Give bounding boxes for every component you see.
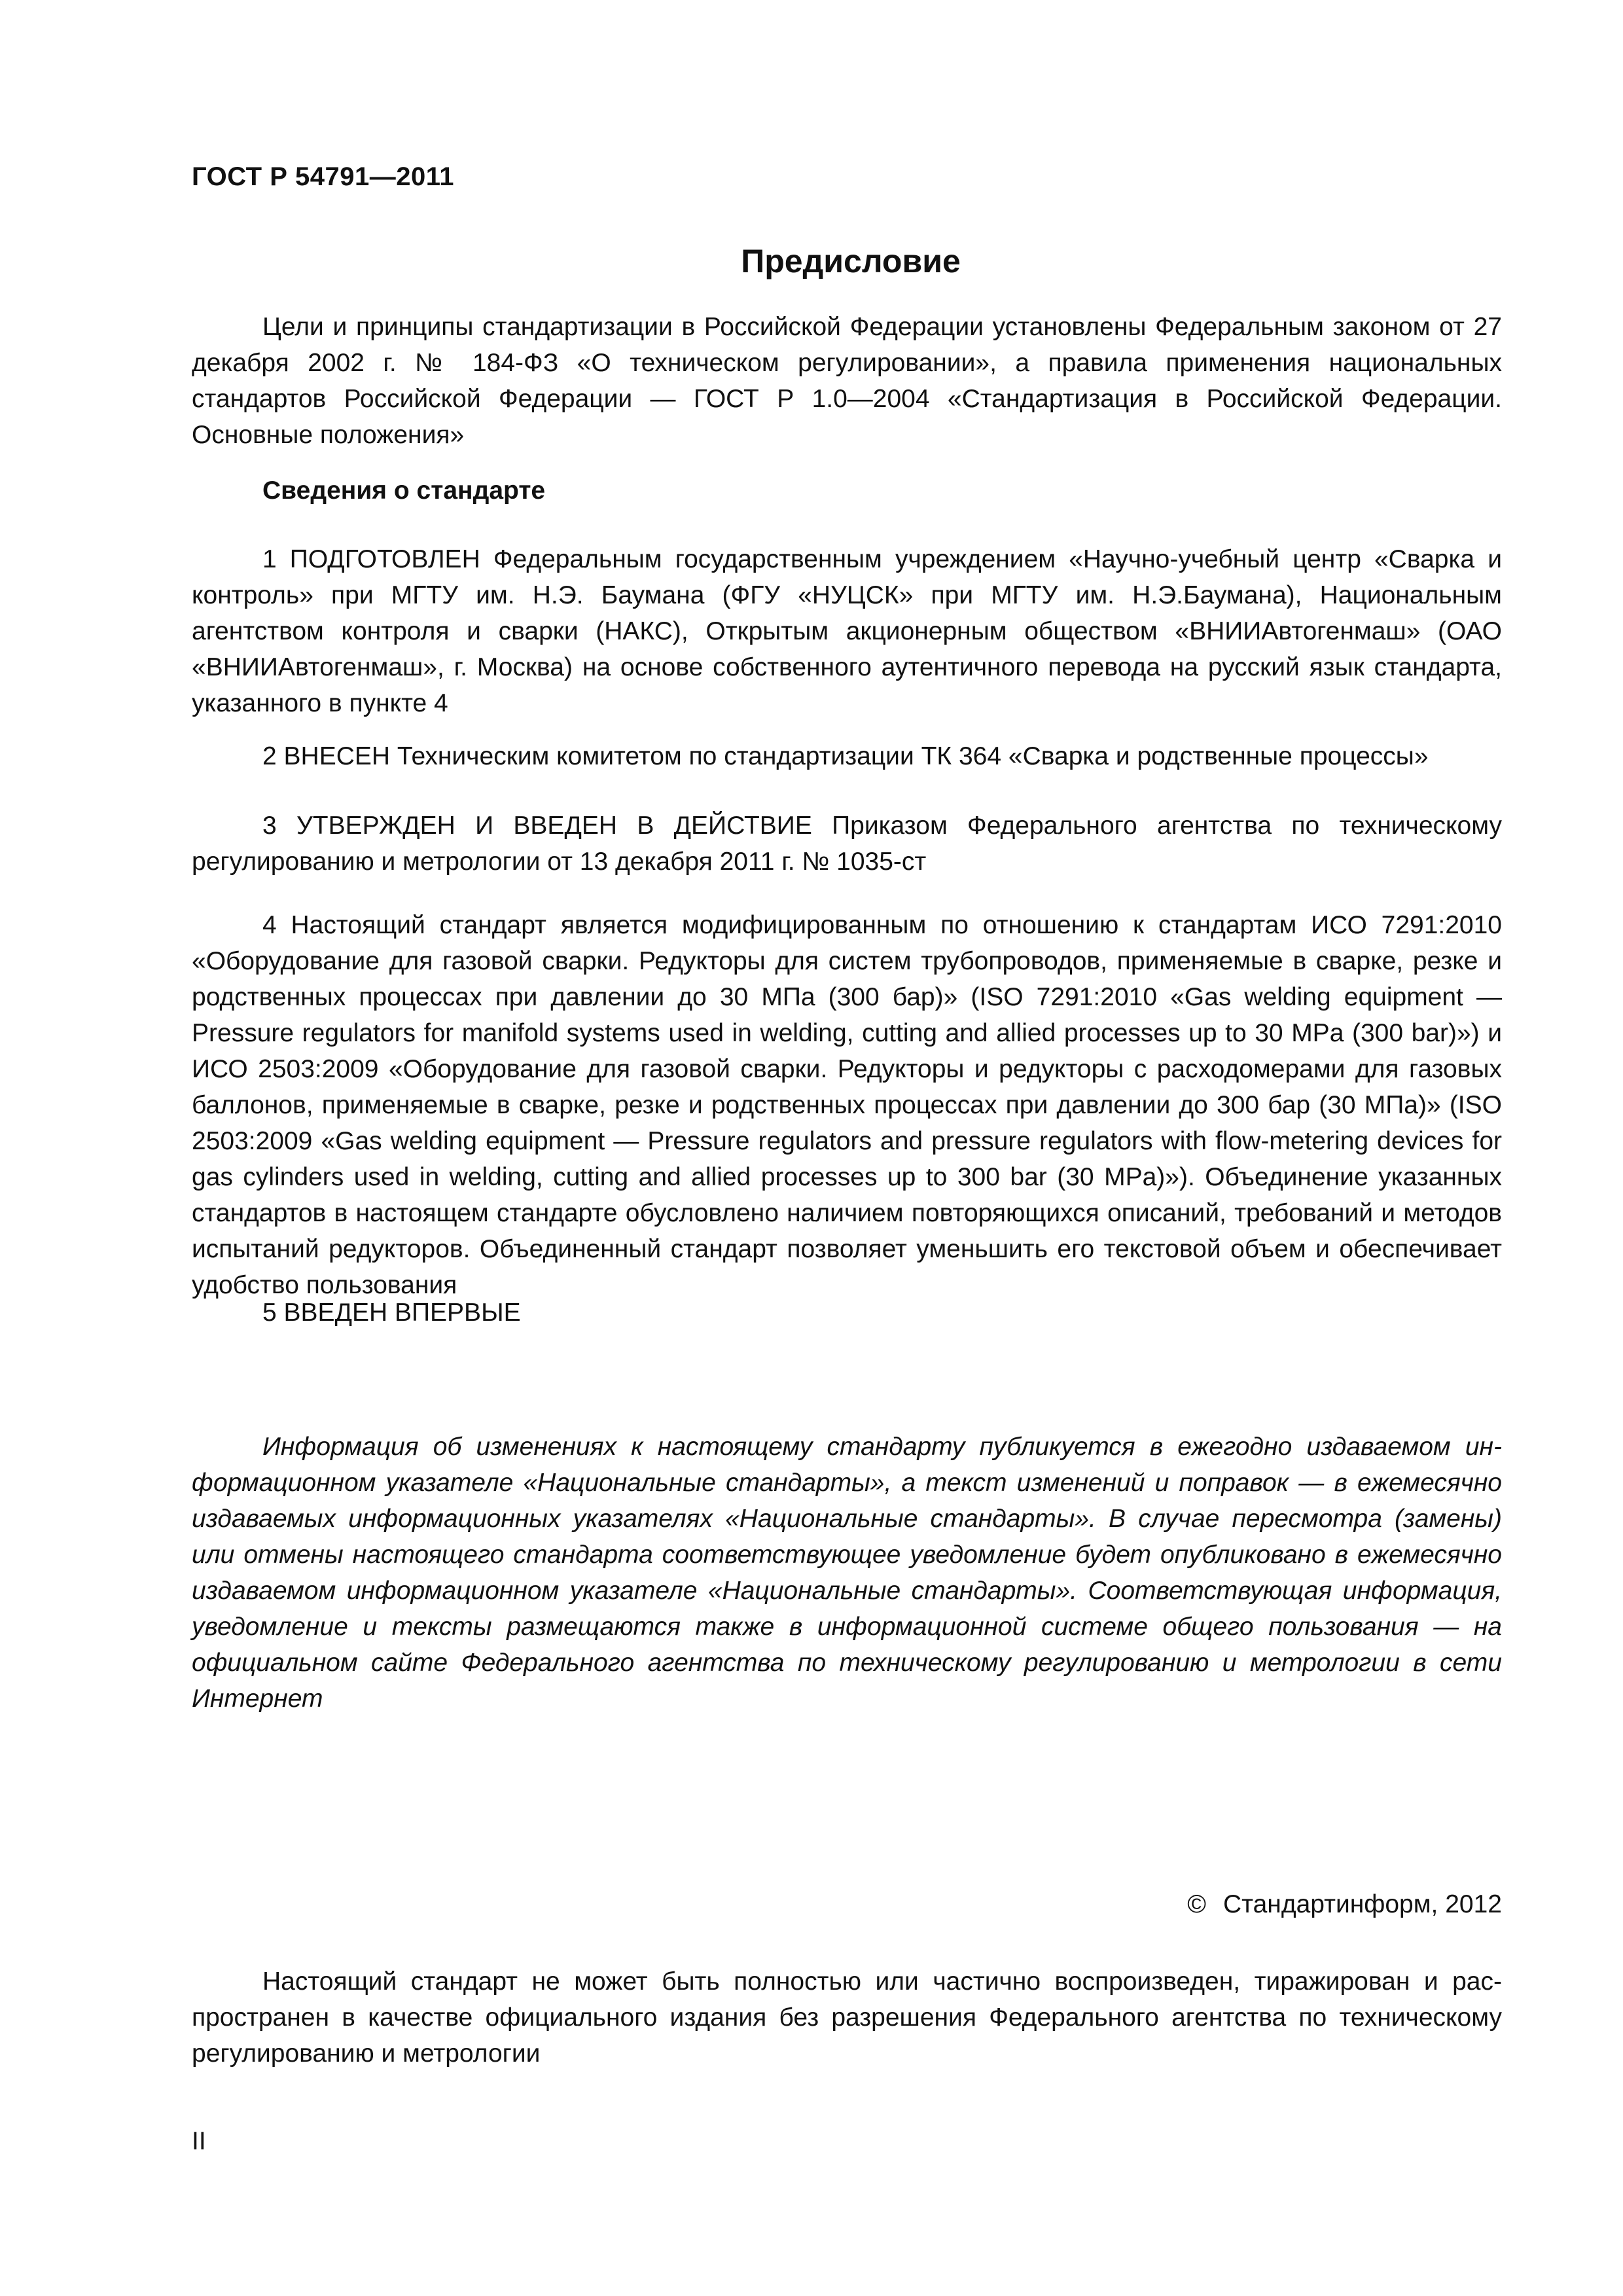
page-number: II — [192, 2127, 206, 2155]
standard-id-header: ГОСТ Р 54791—2011 — [192, 162, 454, 191]
info-heading: Сведения о стандарте — [262, 476, 546, 505]
reproduction-notice: Настоящий стандарт не может быть полностью или частично воспроизведен, тиражирован и распространен в качестве официального издания без разрешения Федерального агентства по техническому регулированию и метрологии — [192, 1967, 1502, 2068]
item-5-introduced: 5 ВВЕДЕН ВПЕРВЫЕ — [262, 1299, 521, 1327]
amendments-notice: Информация об изменениях к настоящему стандарту публикуется в ежегодно издаваемом информационном указателе «Национальные стандарты», а текст изменений и поправок — в ежемесячно издаваемых информационных указателях «Национальные стандарты». В случае пересмотра (замены) или отмены настоящего стандарта соответствующее уведомление будет опубликовано в ежемесячно издаваемом информационном указателе «Национальные стандарты». Соответствующая информация, уведомление и тексты размещаются также в информационной системе общего пользования — на официальном сайте Федерального агентства по техническому регулированию и метрологии в сети Интернет — [192, 1433, 1502, 1713]
copyright-line — [1187, 1890, 1502, 1919]
intro-paragraph: Цели и принципы стандартизации в Российской Федерации установлены Федеральным законом от 27 декабря 2002 г. № 184-ФЗ «О техническом регулировании», а правила применения национальных стандартов Российской Федерации — ГОСТ Р 1.0—2004 «Стандартизация в Российской Федерации. Основные положения» — [192, 313, 1502, 449]
item-4-modified: 4 Настоящий стандарт является модифицированным по отношению к стандартам ИСО 7291:2010 «Оборудование для газовой сварки. Редукторы для систем трубопроводов, применяемые в сварке, резке и родственных процессах при давлении до 30 МПа (300 бар)» (ISO 7291:2010 «Gas welding equipment — Pressure regulators for manifold systems used in welding, cutting and allied processes up to 30 MPa (300 bar)») и ИСО 2503:2009 «Оборудование для газовой сварки. Редукторы и редукторы с расходомерами для газовых баллонов, применяемые в сварке, резке и родственных процессах при давлении до 300 бар (30 МПа)» (ISO 2503:2009 «Gas welding equipment — Pressure regulators and pressure regulators with flow-metering devices for gas cylinders used in welding, cutting and allied processes up to 300 bar (30 MPa)»). Объединение указанных стандартов в настоящем стандарте обусловлено наличием повторяющихся описаний, требований и методов испытаний редукторов. Объединенный стандарт позволяет уменьшить его текстовой объем и обеспечивает удобство пользования — [192, 911, 1502, 1299]
item-2-submitted: 2 ВНЕСЕН Техническим комитетом по стандартизации ТК 364 «Сварка и родственные процессы» — [262, 742, 1429, 770]
item-3-approved: 3 УТВЕРЖДЕН И ВВЕДЕН В ДЕЙСТВИЕ Приказом Федерального агентства по техническому регулированию и метрологии от 13 декабря 2011 г. № 1035-ст — [192, 812, 1502, 876]
page-title: Предисловие — [741, 243, 961, 279]
copyright-symbol: © — [1187, 1890, 1206, 1918]
copyright-text: Стандартинформ, 2012 — [1223, 1890, 1502, 1918]
item-1-prepared: 1 ПОДГОТОВЛЕН Федеральным государственным учреждением «Научно-учебный центр «Сварка и контроль» при МГТУ им. Н.Э. Баумана (ФГУ «НУЦСК» при МГТУ им. Н.Э.Баумана), Национальным агентством контроля и сварки (НАКС), Открытым акционерным обществом «ВНИИАвтогенмаш» (ОАО «ВНИИАвтогенмаш», г. Москва) на основе собственного аутентичного перевода на русский язык стандарта, указанного в пункте 4 — [192, 545, 1502, 717]
